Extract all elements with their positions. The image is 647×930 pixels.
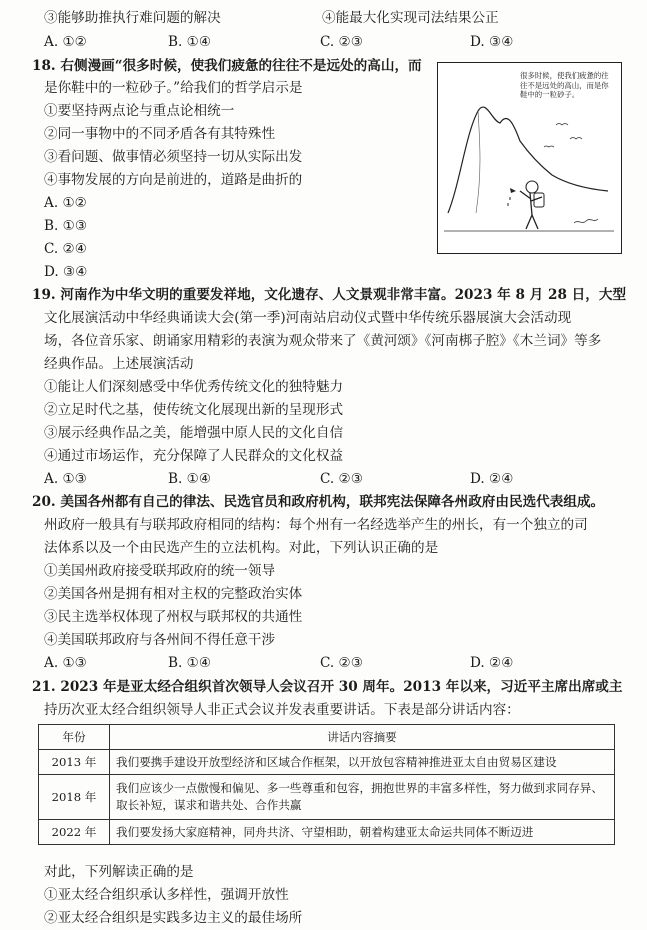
option-4: ④能最大化实现司法结果公正 <box>322 10 499 26</box>
q18-item-4: ④事物发展的方向是前进的，道路是曲折的 <box>44 172 303 188</box>
q20-item-2: ②美国各州是拥有相对主权的完整政治实体 <box>44 586 303 602</box>
q19-choice-d[interactable]: D. ②④ <box>470 471 514 487</box>
q18-choice-c[interactable]: C. ②④ <box>44 241 87 257</box>
table-cell-content: 我们要发扬大家庭精神，同舟共济、守望相助，朝着构建亚太命运共同体不断迈进 <box>110 820 615 845</box>
q19-choice-c[interactable]: C. ②③ <box>320 471 363 487</box>
q18-item-2: ②同一事物中的不同矛盾各有其特殊性 <box>44 126 276 142</box>
table-header-content: 讲话内容摘要 <box>110 725 615 750</box>
hiker-figure <box>520 191 542 229</box>
q21-item-2: ②亚太经合组织是实践多边主义的最佳场所 <box>44 910 303 926</box>
signature-mark <box>574 219 598 223</box>
hiker-head <box>526 181 538 193</box>
choice-a[interactable]: A. ①② <box>44 34 87 50</box>
q21-after-text: 对此，下列解读正确的是 <box>44 864 194 880</box>
speech-table <box>38 724 615 845</box>
choice-d[interactable]: D. ③④ <box>470 34 514 50</box>
birds <box>544 124 582 148</box>
q20-item-3: ③民主选举权体现了州权与联邦权的共通性 <box>44 609 303 625</box>
q18-choice-d[interactable]: D. ③④ <box>44 264 88 280</box>
cartoon-caption: 很多时候，使我们疲惫的往往不是远处的高山，而是你鞋中的一粒砂子。 <box>520 71 609 100</box>
table-header-row <box>39 725 615 750</box>
table-row <box>39 750 615 775</box>
q20-stem-line1: 20. 美国各州都有自己的律法、民选官员和政府机构，联邦宪法保障各州政府由民选代表组成。 <box>32 494 605 510</box>
q20-item-4: ④美国联邦政府与各州间不得任意干涉 <box>44 632 276 648</box>
q19-item-3: ③展示经典作品之美，能增强中原人民的文化自信 <box>44 425 344 441</box>
choices-row <box>44 32 604 52</box>
q20-choice-c[interactable]: C. ②③ <box>320 655 363 671</box>
q18-stem-line2: 是你鞋中的一粒砂子。”给我们的哲学启示是 <box>44 80 303 96</box>
q18-item-3: ③看问题、做事情必须坚持一切从实际出发 <box>44 149 303 165</box>
falling-sand <box>508 197 510 206</box>
q20-stem-line2: 州政府一般具有与联邦政府相同的结构：每个州有一名经选举产生的州长，有一个独立的司 <box>44 517 588 533</box>
q19-item-4: ④通过市场运作，充分保障了人民群众的文化权益 <box>44 448 344 464</box>
table-row <box>39 820 615 845</box>
table-cell-year: 2018 年 <box>39 775 110 820</box>
q19-stem-line2: 文化展演活动中华经典诵读大会(第一季)河南站启动仪式暨中华传统乐器展演大会活动现 <box>44 310 572 326</box>
q18-choice-b[interactable]: B. ①③ <box>44 218 88 234</box>
table-cell-content: 我们要携手建设开放型经济和区域合作框架，以开放包容精神推进亚太自由贸易区建设 <box>110 750 615 775</box>
q20-choice-b[interactable]: B. ①④ <box>168 655 212 671</box>
q19-stem-line1: 19. 河南作为中华文明的重要发祥地，文化遗存、人文景观非常丰富。2023 年 8 月 28 日，大型 <box>32 287 627 303</box>
q19-item-2: ②立足时代之基，使传统文化展现出新的呈现形式 <box>44 402 344 418</box>
option-3: ③能够助推执行难问题的解决 <box>44 10 221 26</box>
q19-choices-row <box>44 469 604 489</box>
q21-item-1: ①亚太经合组织承认多样性，强调开放性 <box>44 887 289 903</box>
q19-stem-line4: 经典作品。上述展演活动 <box>44 356 194 372</box>
q20-choice-d[interactable]: D. ②④ <box>470 655 514 671</box>
choice-c[interactable]: C. ②③ <box>320 34 363 50</box>
q20-item-1: ①美国州政府接受联邦政府的统一领导 <box>44 563 276 579</box>
q20-choice-a[interactable]: A. ①③ <box>44 655 87 671</box>
table-row <box>39 775 615 820</box>
q21-stem-line1: 21. 2023 年是亚太经合组织首次领导人会议召开 30 周年。2013 年以来，习近平主席出席或主 <box>32 679 623 695</box>
table-cell-content: 我们应该少一点傲慢和偏见、多一些尊重和包容，拥抱世界的丰富多样性，努力做到求同存异、取长补短，谋求和谐共处、合作共赢 <box>110 775 615 820</box>
choice-b[interactable]: B. ①④ <box>168 34 212 50</box>
cartoon-illustration <box>437 62 622 254</box>
q19-choice-b[interactable]: B. ①④ <box>168 471 212 487</box>
table-header-year: 年份 <box>39 725 110 750</box>
q19-stem-line3: 场，各位音乐家、朗诵家用精彩的表演为观众带来了《黄河颂》《河南梆子腔》《木兰词》等多 <box>44 333 602 349</box>
q21-stem-line2: 持历次亚太经合组织领导人非正式会议并发表重要讲话。下表是部分讲话内容： <box>44 702 520 718</box>
shoe-held <box>510 188 516 193</box>
table-cell-year: 2022 年 <box>39 820 110 845</box>
q18-item-1: ①要坚持两点论与重点论相统一 <box>44 103 235 119</box>
q19-item-1: ①能让人们深刻感受中华优秀传统文化的独特魅力 <box>44 379 344 395</box>
q20-stem-line3: 法体系以及一个由民选产生的立法机构。对此，下列认识正确的是 <box>44 540 439 556</box>
mountain-shading <box>476 111 480 213</box>
table-cell-year: 2013 年 <box>39 750 110 775</box>
q18-choice-a[interactable]: A. ①② <box>44 195 87 211</box>
q18-stem-line1: 18. 右侧漫画“很多时候，使我们疲惫的往往不是远处的高山，而 <box>32 58 422 74</box>
q20-choices-row <box>44 653 604 673</box>
q19-choice-a[interactable]: A. ①③ <box>44 471 87 487</box>
